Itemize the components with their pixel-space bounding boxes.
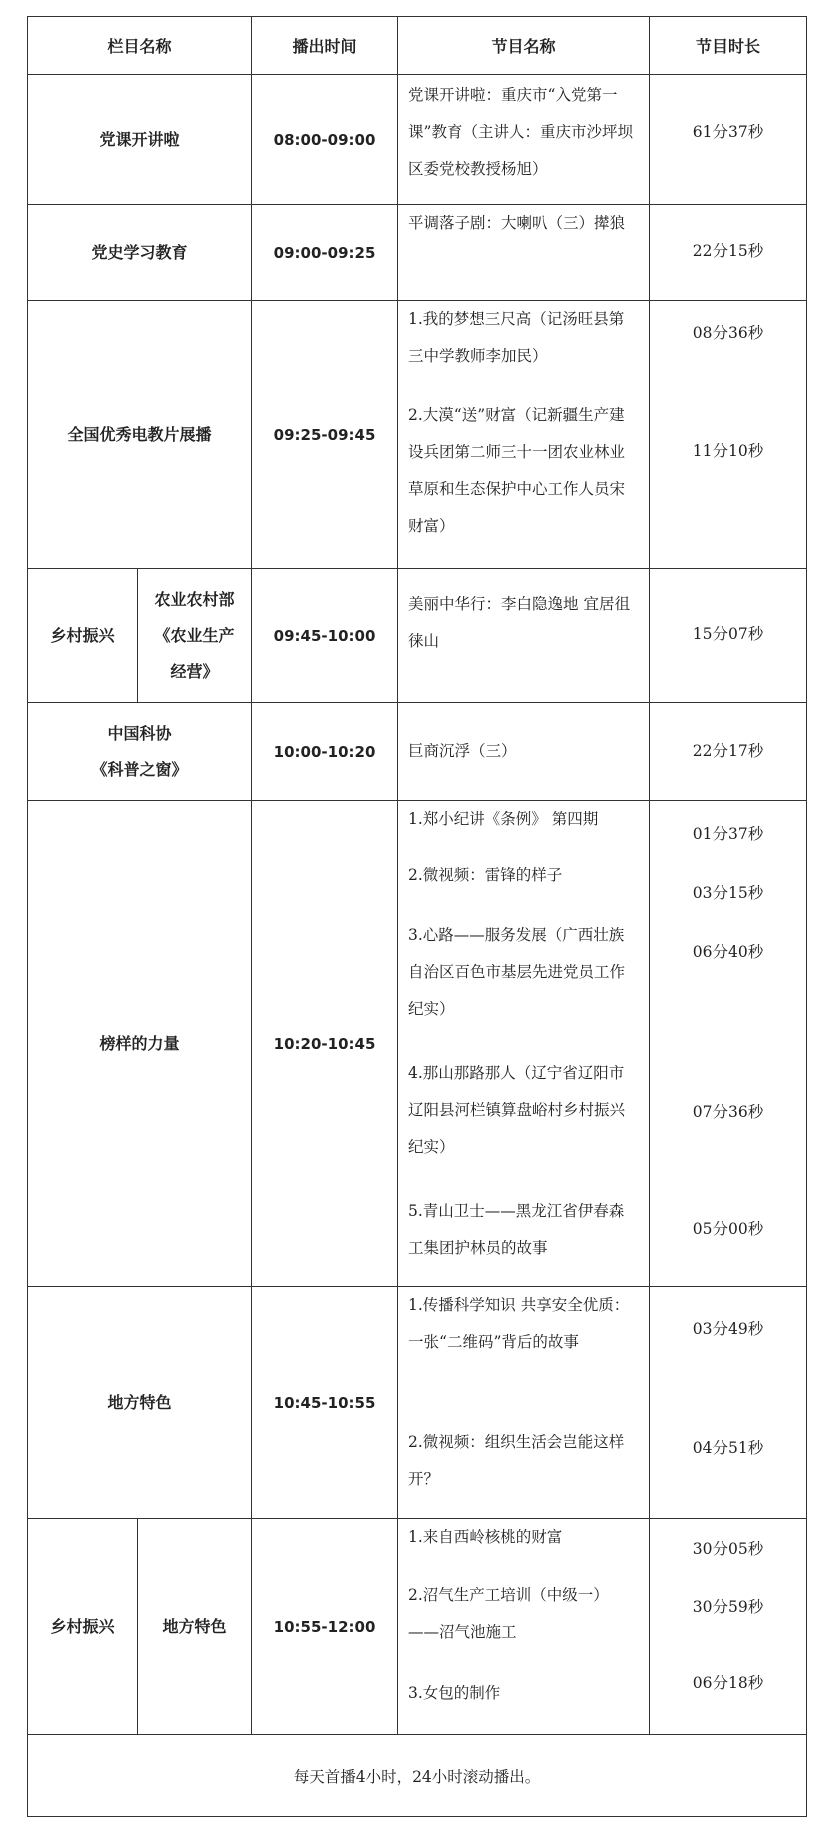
table-row xyxy=(28,1287,807,1519)
air-time: 09:25-09:45 xyxy=(252,301,398,569)
table-row xyxy=(28,569,807,703)
column-name-main: 乡村振兴 xyxy=(28,1519,138,1735)
program-cell xyxy=(398,801,650,1287)
duration: 01分37秒 xyxy=(692,825,764,843)
footer-note: 每天首播4小时，24小时滚动播出。 xyxy=(28,1735,807,1817)
footer-row xyxy=(28,1735,807,1817)
header-duration: 节目时长 xyxy=(650,17,807,75)
duration: 22分17秒 xyxy=(692,742,764,760)
duration: 61分37秒 xyxy=(692,123,764,141)
duration: 30分05秒 xyxy=(692,1540,764,1558)
header-time: 播出时间 xyxy=(252,17,398,75)
air-time: 10:55-12:00 xyxy=(252,1519,398,1735)
program-name: 2.沼气生产工培训（中级一）——沼气池施工 xyxy=(408,1586,609,1641)
duration: 07分36秒 xyxy=(692,1103,764,1121)
header-row xyxy=(28,17,807,75)
duration: 22分15秒 xyxy=(692,242,764,260)
program-name: 1.郑小纪讲《条例》 第四期 xyxy=(408,810,599,828)
column-line: 中国科协 xyxy=(107,723,172,743)
duration: 11分10秒 xyxy=(692,442,764,460)
column-name: 榜样的力量 xyxy=(28,801,252,1287)
column-name: 地方特色 xyxy=(28,1287,252,1519)
duration: 06分18秒 xyxy=(692,1674,764,1692)
column-name: 党史学习教育 xyxy=(28,205,252,301)
program-name: 1.传播科学知识 共享安全优质：一张“二维码”背后的故事 xyxy=(408,1296,630,1351)
program-name: 2.微视频：组织生活会岂能这样开？ xyxy=(408,1433,625,1488)
column-name-sub xyxy=(138,569,252,703)
duration: 08分36秒 xyxy=(692,324,764,342)
column-name: 党课开讲啦 xyxy=(28,75,252,205)
column-sub-line: 经营》 xyxy=(170,661,219,681)
table-row xyxy=(28,801,807,1287)
duration: 06分40秒 xyxy=(692,943,764,961)
program-name: 5.青山卫士——黑龙江省伊春森工集团护林员的故事 xyxy=(408,1202,625,1257)
program-name: 3.心路——服务发展（广西壮族自治区百色市基层先进党员工作纪实） xyxy=(408,926,626,1018)
air-time: 08:00-09:00 xyxy=(252,75,398,205)
table-row xyxy=(28,1519,807,1735)
program-name: 巨商沉浮（三） xyxy=(408,742,517,760)
duration-cell xyxy=(650,75,807,205)
program-name: 3.女包的制作 xyxy=(408,1684,501,1702)
column-sub-line: 《农业生产 xyxy=(154,625,235,645)
duration-cell xyxy=(650,569,807,703)
duration: 03分49秒 xyxy=(692,1320,764,1338)
table-row xyxy=(28,703,807,801)
program-name: 平调落子剧：大喇叭（三）撵狼 xyxy=(408,214,626,232)
column-line: 《科普之窗》 xyxy=(91,759,188,779)
duration-cell xyxy=(650,703,807,801)
program-cell xyxy=(398,1519,650,1735)
column-name xyxy=(28,703,252,801)
duration-cell xyxy=(650,1519,807,1735)
table-row xyxy=(28,205,807,301)
duration: 03分15秒 xyxy=(692,884,764,902)
program-cell xyxy=(398,1287,650,1519)
duration: 30分59秒 xyxy=(692,1598,764,1616)
program-cell xyxy=(398,569,650,703)
air-time: 10:45-10:55 xyxy=(252,1287,398,1519)
program-cell xyxy=(398,301,650,569)
column-name-sub: 地方特色 xyxy=(138,1519,252,1735)
program-name: 4.那山那路那人（辽宁省辽阳市辽阳县河栏镇算盘峪村乡村振兴纪实） xyxy=(408,1064,626,1156)
air-time: 09:00-09:25 xyxy=(252,205,398,301)
duration-cell xyxy=(650,1287,807,1519)
program-name: 1.来自西岭核桃的财富 xyxy=(408,1528,563,1546)
duration-cell xyxy=(650,301,807,569)
table-row xyxy=(28,75,807,205)
program-name: 2.大漠“送”财富（记新疆生产建设兵团第二师三十一团农业林业草原和生态保护中心工作人员宋财富） xyxy=(408,406,626,535)
duration: 05分00秒 xyxy=(692,1220,764,1238)
duration-cell xyxy=(650,205,807,301)
duration: 04分51秒 xyxy=(692,1439,764,1457)
table-row xyxy=(28,301,807,569)
duration: 15分07秒 xyxy=(692,625,764,643)
header-program: 节目名称 xyxy=(398,17,650,75)
column-name: 全国优秀电教片展播 xyxy=(28,301,252,569)
column-name-main: 乡村振兴 xyxy=(28,569,138,703)
program-cell xyxy=(398,75,650,205)
program-name: 美丽中华行：李白隐逸地 宜居徂徕山 xyxy=(408,595,630,650)
program-name: 2.微视频：雷锋的样子 xyxy=(408,866,563,884)
air-time: 09:45-10:00 xyxy=(252,569,398,703)
duration-cell xyxy=(650,801,807,1287)
program-name: 党课开讲啦：重庆市“入党第一课”教育（主讲人：重庆市沙坪坝区委党校教授杨旭） xyxy=(408,86,633,178)
program-cell xyxy=(398,205,650,301)
program-name: 1.我的梦想三尺高（记汤旺县第三中学教师李加民） xyxy=(408,310,625,365)
air-time: 10:00-10:20 xyxy=(252,703,398,801)
column-sub-line: 农业农村部 xyxy=(154,589,235,609)
schedule-table xyxy=(27,16,807,1817)
program-cell xyxy=(398,703,650,801)
header-column: 栏目名称 xyxy=(28,17,252,75)
air-time: 10:20-10:45 xyxy=(252,801,398,1287)
